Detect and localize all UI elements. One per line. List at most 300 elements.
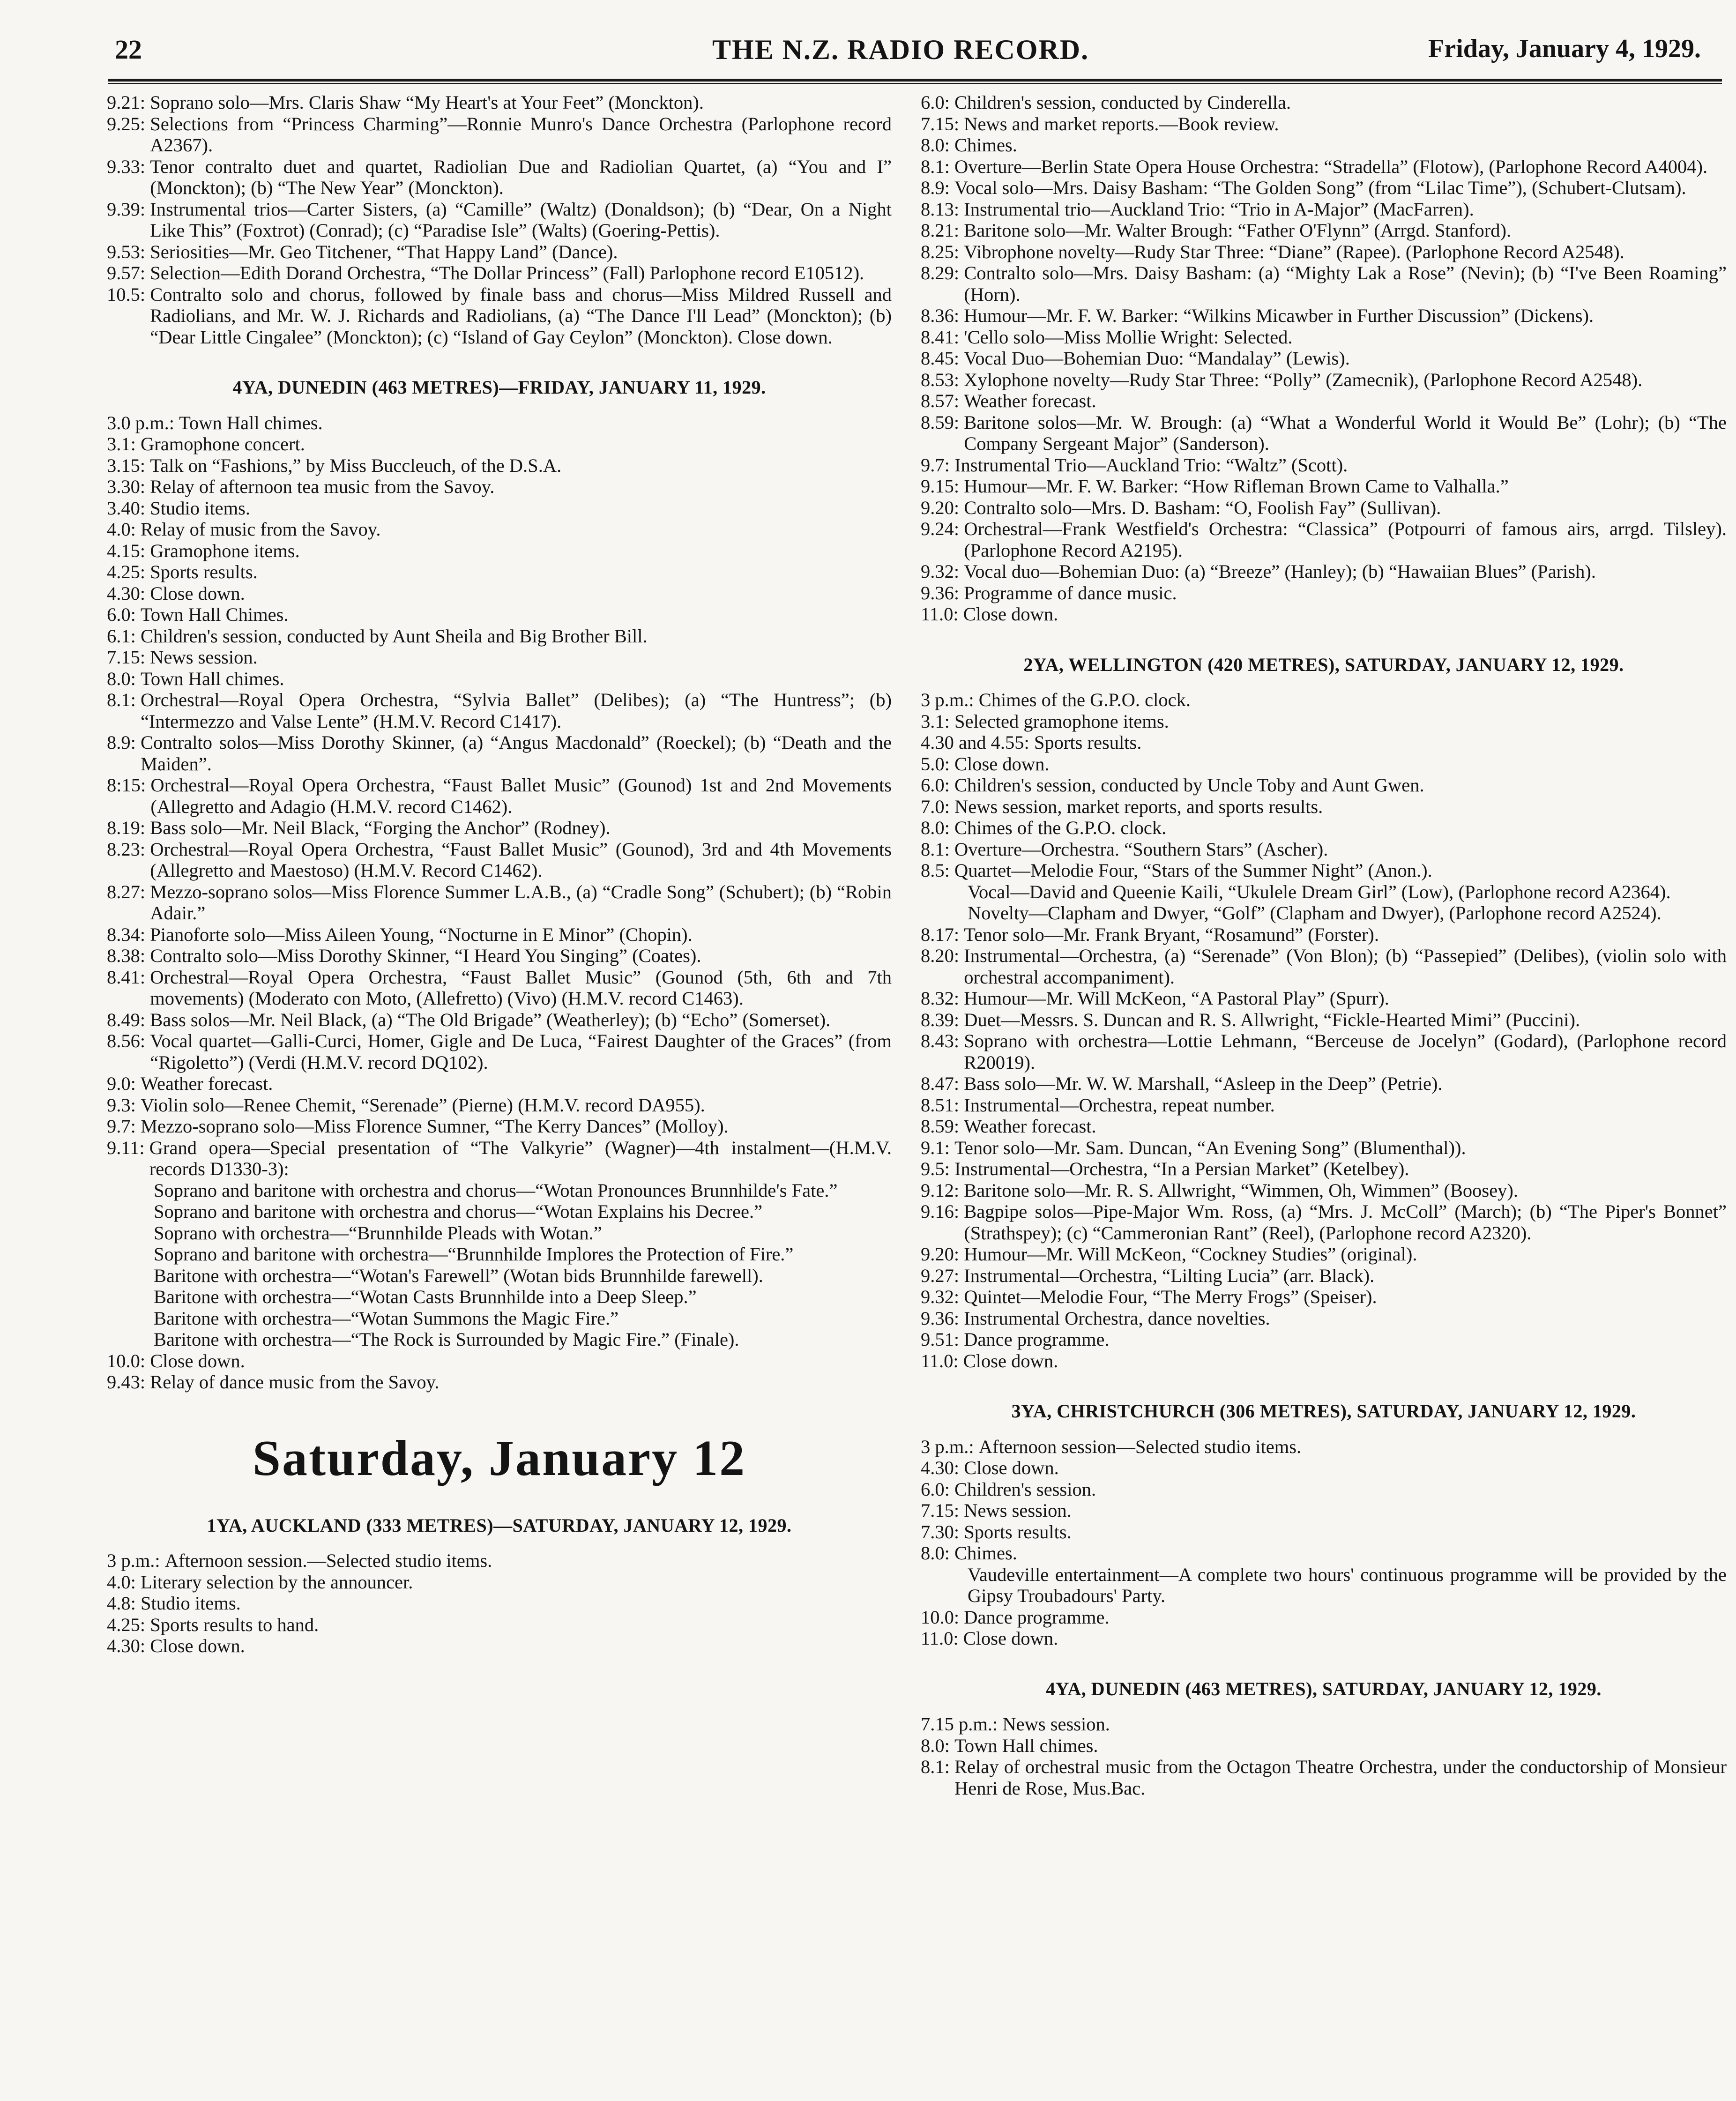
program-entry xyxy=(107,1009,892,1031)
program-entry xyxy=(107,199,892,241)
program-entry xyxy=(921,156,1727,178)
program-entry xyxy=(921,1265,1727,1287)
station-heading: 3YA, CHRISTCHURCH (306 METRES), SATURDAY, JANUARY 12, 1929. xyxy=(1011,1401,1636,1422)
entry-time: 10.5: xyxy=(107,283,150,305)
entry-time: 4.0: xyxy=(107,1571,141,1593)
entry-text: Children's session, conducted by Cinderella. xyxy=(954,92,1291,113)
entry-time: 8.49: xyxy=(107,1009,150,1030)
program-entry xyxy=(921,92,1727,113)
program-list xyxy=(107,92,892,348)
program-entry xyxy=(107,626,892,647)
header-rule-thin xyxy=(108,83,1722,84)
entry-time: 8.19: xyxy=(107,817,150,838)
program-list xyxy=(921,1714,1727,1799)
entry-text: Tenor contralto duet and quartet, Radiolian Due and Radiolian Quartet, (a) “You and I” (Monckton); (b) “The New Year” (Monckton). xyxy=(150,156,892,198)
entry-time: 4.25: xyxy=(107,561,150,582)
program-entry xyxy=(921,220,1727,241)
program-entry xyxy=(107,1116,892,1137)
entry-text: Baritone solo—Mr. R. S. Allwright, “Wimmen, Oh, Wimmen” (Boosey). xyxy=(964,1179,1519,1201)
sub-entry: Baritone with orchestra—“Wotan's Farewell” (Wotan bids Brunnhilde farewell). xyxy=(154,1265,763,1286)
day-heading: Saturday, January 12 xyxy=(252,1430,746,1486)
program-entry xyxy=(921,1201,1727,1244)
program-entry xyxy=(921,796,1727,818)
entry-time: 4.8: xyxy=(107,1593,141,1614)
entry-time: 8.57: xyxy=(921,390,964,411)
program-entry xyxy=(107,583,892,604)
page-number: 22 xyxy=(115,34,142,65)
entry-text: Violin solo—Renee Chemit, “Serenade” (Pierne) (H.M.V. record DA955). xyxy=(141,1094,705,1116)
entry-time: 8.5: xyxy=(921,860,955,881)
program-entry xyxy=(921,1457,1727,1479)
entry-time: 3 p.m.: xyxy=(921,1436,979,1457)
program-entry xyxy=(921,561,1727,582)
entry-time: 3.1: xyxy=(921,710,955,732)
entry-text: Grand opera—Special presentation of “The Valkyrie” (Wagner)—4th instalment—(H.M.V. records D1330-3): xyxy=(149,1137,892,1179)
entry-text: Humour—Mr. F. W. Barker: “How Rifleman Brown Came to Valhalla.” xyxy=(964,476,1509,497)
entry-text: Close down. xyxy=(150,1350,245,1371)
program-list xyxy=(921,689,1727,881)
program-entry xyxy=(107,1614,892,1636)
entry-time: 8.36: xyxy=(921,305,964,326)
sub-entry: Soprano and baritone with orchestra and chorus—“Wotan Explains his Decree.” xyxy=(154,1201,763,1222)
entry-text: Vocal Duo—Bohemian Duo: “Mandalay” (Lewis). xyxy=(964,348,1350,369)
entry-time: 9.16: xyxy=(921,1201,964,1222)
program-entry xyxy=(921,1286,1727,1308)
entry-text: Overture—Berlin State Opera House Orchestra: “Stradella” (Flotow), (Parlophone Record A4004). xyxy=(954,156,1708,177)
station-heading: 4YA, DUNEDIN (463 METRES), SATURDAY, JANUARY 12, 1929. xyxy=(1046,1678,1602,1699)
entry-text: Contralto solos—Miss Dorothy Skinner, (a) “Angus Macdonald” (Roeckel); (b) “Death and the Maiden”. xyxy=(141,732,892,775)
entry-text: Selected gramophone items. xyxy=(954,710,1169,732)
entry-time: 9.27: xyxy=(921,1265,964,1286)
entry-text: Close down. xyxy=(150,582,245,604)
entry-time: 8.13: xyxy=(921,198,964,220)
program-entry xyxy=(921,412,1727,454)
entry-text: Soprano solo—Mrs. Claris Shaw “My Heart's at Your Feet” (Monckton). xyxy=(150,92,704,113)
entry-time: 3.1: xyxy=(107,433,141,454)
program-entry xyxy=(921,1308,1727,1329)
entry-text: Selections from “Princess Charming”—Ronnie Munro's Dance Orchestra (Parlophone record A2367). xyxy=(150,113,892,156)
program-entry xyxy=(921,1030,1727,1073)
station-heading: 1YA, AUCKLAND (333 METRES)—SATURDAY, JANUARY 12, 1929. xyxy=(207,1514,792,1536)
entry-text: Studio items. xyxy=(141,1593,241,1614)
entry-text: Orchestral—Royal Opera Orchestra, “Sylvia Ballet” (Delibes); (a) “The Huntress”; (b) “Intermezzo and Valse Lente” (H.M.V. Record C1417). xyxy=(141,689,892,732)
program-entry xyxy=(107,540,892,562)
program-entry xyxy=(921,1714,1727,1735)
sub-item-list xyxy=(921,881,1727,924)
program-entry xyxy=(107,881,892,924)
entry-time: 7.0: xyxy=(921,796,955,817)
entry-time: 9.0: xyxy=(107,1073,141,1094)
entry-text: Close down. xyxy=(963,1628,1058,1649)
program-entry xyxy=(921,369,1727,391)
entry-text: Relay of dance music from the Savoy. xyxy=(150,1371,440,1393)
sub-entry: Soprano and baritone with orchestra—“Brunnhilde Implores the Protection of Fire.” xyxy=(154,1244,794,1265)
entry-time: 6.0: xyxy=(921,92,955,113)
entry-time: 3.30: xyxy=(107,476,150,497)
program-entry xyxy=(107,945,892,967)
entry-time: 8.27: xyxy=(107,881,150,902)
entry-time: 8.1: xyxy=(107,689,141,710)
entry-text: Instrumental—Orchestra, “In a Persian Market” (Ketelbey). xyxy=(954,1158,1409,1179)
program-entry xyxy=(107,412,892,434)
entry-text: Orchestral—Royal Opera Orchestra, “Faust Ballet Music” (Gounod), 3rd and 4th Movements (Allegretto and Maestoso) (H.M.V. Record C1462). xyxy=(150,838,892,881)
entry-time: 9.32: xyxy=(921,1286,964,1307)
entry-time: 3 p.m.: xyxy=(921,689,979,710)
entry-text: Weather forecast. xyxy=(141,1073,273,1094)
entry-time: 9.32: xyxy=(921,561,964,582)
entry-text: Instrumental Trio—Auckland Trio: “Waltz” (Scott). xyxy=(954,454,1348,476)
program-entry xyxy=(921,1350,1727,1372)
program-entry xyxy=(921,327,1727,348)
entry-text: Literary selection by the announcer. xyxy=(141,1571,413,1593)
entry-time: 8.0: xyxy=(921,134,955,156)
entry-text: Mezzo-soprano solos—Miss Florence Summer L.A.B., (a) “Cradle Song” (Schubert); (b) “Robin Adair.” xyxy=(150,881,892,924)
entry-time: 8.9: xyxy=(921,177,955,198)
program-entry xyxy=(107,604,892,626)
program-entry xyxy=(107,1593,892,1614)
entry-text: 'Cello solo—Miss Mollie Wright: Selected. xyxy=(964,326,1293,348)
program-entry xyxy=(921,1756,1727,1799)
entry-text: Humour—Mr. Will McKeon, “A Pastoral Play” (Spurr). xyxy=(964,988,1389,1009)
entry-time: 8.51: xyxy=(921,1094,964,1116)
program-list xyxy=(107,1350,892,1393)
entry-text: Vocal quartet—Galli-Curci, Homer, Gigle and De Luca, “Fairest Daughter of the Graces” (from “Rigoletto”) (Verdi (H.M.V. record DQ102). xyxy=(150,1030,892,1073)
entry-time: 8.23: xyxy=(107,838,150,860)
entry-time: 7.30: xyxy=(921,1521,964,1542)
program-entry xyxy=(921,1479,1727,1500)
program-entry xyxy=(107,1030,892,1073)
program-entry xyxy=(921,390,1727,412)
program-entry xyxy=(107,924,892,946)
entry-text: Relay of orchestral music from the Octagon Theatre Orchestra, under the conductorship of Monsieur Henri de Rose, Mus.Bac. xyxy=(954,1756,1727,1799)
entry-text: Baritone solos—Mr. W. Brough: (a) “What a Wonderful World it Would Be” (Lohr); (b) “The Company Sergeant Major” (Sanderson). xyxy=(964,411,1727,454)
entry-text: Instrumental Orchestra, dance novelties. xyxy=(964,1307,1270,1329)
right-column xyxy=(921,92,1727,1799)
program-entry xyxy=(107,1073,892,1095)
entry-text: Xylophone novelty—Rudy Star Three: “Polly” (Zamecnik), (Parlophone Record A2548). xyxy=(964,369,1643,390)
entry-time: 10.0: xyxy=(921,1606,964,1628)
entry-text: Contralto solo—Mrs. Daisy Basham: (a) “Mighty Lak a Rose” (Nevin); (b) “I've Been Roaming” (Horn). xyxy=(964,262,1727,305)
program-entry xyxy=(921,1095,1727,1116)
sub-entry: Baritone with orchestra—“The Rock is Surrounded by Magic Fire.” (Finale). xyxy=(154,1329,739,1350)
entry-time: 8.25: xyxy=(921,241,964,262)
entry-text: Chimes of the G.P.O. clock. xyxy=(954,817,1167,838)
program-entry xyxy=(921,113,1727,135)
program-entry xyxy=(107,498,892,519)
entry-time: 8.29: xyxy=(921,262,964,283)
program-entry xyxy=(921,689,1727,711)
entry-time: 6.1: xyxy=(107,625,141,647)
entry-text: Vocal duo—Bohemian Duo: (a) “Breeze” (Hanley); (b) “Hawaiian Blues” (Parish). xyxy=(964,561,1596,582)
program-entry xyxy=(107,1350,892,1372)
entry-text: Close down. xyxy=(963,603,1058,625)
entry-text: News session, market reports, and sports results. xyxy=(954,796,1323,817)
entry-time: 11.0: xyxy=(921,1350,963,1371)
program-entry xyxy=(107,433,892,455)
entry-time: 8:15: xyxy=(107,775,151,796)
entry-time: 8.21: xyxy=(921,220,964,241)
program-entry xyxy=(921,1009,1727,1031)
program-entry xyxy=(107,519,892,540)
entry-time: 9.53: xyxy=(107,241,150,262)
program-entry xyxy=(107,1635,892,1657)
entry-time: 8.34: xyxy=(107,924,150,945)
entry-time: 11.0: xyxy=(921,603,963,625)
entry-time: 9.11: xyxy=(107,1137,149,1158)
entry-text: News session. xyxy=(1002,1714,1110,1735)
entry-time: 9.5: xyxy=(921,1158,955,1179)
sub-entry: Soprano with orchestra—“Brunnhilde Pleads with Wotan.” xyxy=(154,1222,602,1244)
program-entry xyxy=(921,1158,1727,1180)
entry-time: 9.20: xyxy=(921,497,964,518)
entry-text: Chimes. xyxy=(954,1542,1017,1564)
entry-time: 4.30: xyxy=(107,582,150,604)
entry-time: 9.51: xyxy=(921,1329,964,1350)
program-entry xyxy=(921,839,1727,860)
entry-time: 8.45: xyxy=(921,348,964,369)
program-list xyxy=(921,924,1727,1372)
entry-time: 9.12: xyxy=(921,1179,964,1201)
entry-text: Tenor solo—Mr. Sam. Duncan, “An Evening Song” (Blumenthal)). xyxy=(954,1137,1466,1158)
program-entry xyxy=(921,775,1727,796)
entry-time: 9.57: xyxy=(107,262,150,283)
program-entry xyxy=(921,134,1727,156)
entry-text: Chimes of the G.P.O. clock. xyxy=(978,689,1191,710)
entry-text: Instrumental—Orchestra, repeat number. xyxy=(964,1094,1275,1116)
entry-time: 8.0: xyxy=(921,817,955,838)
entry-time: 8.59: xyxy=(921,1116,964,1137)
entry-text: Instrumental trios—Carter Sisters, (a) “Camille” (Waltz) (Donaldson); (b) “Dear, On a Night Like This” (Foxtrot) (Conrad); (c) “Paradise Isle” (Walts) (Goering-Pettis). xyxy=(150,198,892,241)
entry-time: 8.20: xyxy=(921,945,964,966)
entry-time: 8.0: xyxy=(921,1542,955,1564)
entry-time: 4.30 and 4.55: xyxy=(921,732,1034,753)
entry-text: Afternoon session.—Selected studio items. xyxy=(164,1550,492,1571)
entry-time: 8.9: xyxy=(107,732,141,753)
entry-text: Orchestral—Frank Westfield's Orchestra: “Classica” (Potpourri of famous airs, arrgd. Tilsley). (Parlophone Record A2195). xyxy=(964,518,1727,561)
program-entry xyxy=(921,711,1727,732)
entry-time: 3.0 p.m.: xyxy=(107,412,179,433)
program-entry xyxy=(921,305,1727,327)
program-entry xyxy=(921,1735,1727,1757)
entry-text: Contralto solo—Mrs. D. Basham: “O, Foolish Fay” (Sullivan). xyxy=(964,497,1441,518)
entry-time: 4.30: xyxy=(921,1457,964,1478)
header-rule xyxy=(108,79,1722,82)
program-entry xyxy=(921,177,1727,199)
entry-time: 8.43: xyxy=(921,1030,964,1051)
program-entry xyxy=(921,1542,1727,1564)
entry-text: Instrumental—Orchestra, (a) “Serenade” (Von Blon); (b) “Passepied” (Delibes), (violin solo with orchestral accompaniment). xyxy=(964,945,1727,988)
entry-text: Afternoon session—Selected studio items. xyxy=(978,1436,1302,1457)
program-entry xyxy=(921,454,1727,476)
entry-time: 8.32: xyxy=(921,988,964,1009)
sub-entry: Vaudeville entertainment—A complete two hours' continuous programme will be provided by the Gipsy Troubadours' Party. xyxy=(968,1564,1727,1606)
program-entry xyxy=(107,689,892,732)
entry-text: Close down. xyxy=(954,753,1050,775)
entry-text: Gramophone concert. xyxy=(141,433,305,454)
entry-text: Pianoforte solo—Miss Aileen Young, “Nocturne in E Minor” (Chopin). xyxy=(150,924,693,945)
program-entry xyxy=(921,348,1727,369)
page-header xyxy=(108,34,1736,76)
entry-time: 10.0: xyxy=(107,1350,150,1371)
entry-time: 9.36: xyxy=(921,1307,964,1329)
entry-time: 8.47: xyxy=(921,1073,964,1094)
entry-time: 8.1: xyxy=(921,156,955,177)
entry-text: Contralto solo and chorus, followed by finale bass and chorus—Miss Mildred Russell and Radiolians, and Mr. W. J. Richards and Radiolians, (a) “The Dance I'll Lead” (Monckton); (b) “Dear Little Cingalee” (Monckton); (c) “Island of Gay Ceylon” (Monckton). Close down. xyxy=(150,283,892,348)
entry-text: Humour—Mr. F. W. Barker: “Wilkins Micawber in Further Discussion” (Dickens). xyxy=(964,305,1594,326)
entry-time: 7.15: xyxy=(921,113,964,134)
program-entry xyxy=(921,518,1727,561)
program-list xyxy=(921,1607,1727,1649)
entry-text: Close down. xyxy=(150,1635,245,1656)
entry-text: Sports results. xyxy=(150,561,258,582)
program-entry xyxy=(107,775,892,817)
entry-time: 9.43: xyxy=(107,1371,150,1393)
program-entry xyxy=(107,1137,892,1180)
program-entry xyxy=(107,113,892,156)
entry-time: 11.0: xyxy=(921,1628,963,1649)
entry-time: 8.59: xyxy=(921,411,964,433)
program-entry xyxy=(107,262,892,284)
entry-text: Children's session. xyxy=(954,1478,1096,1500)
entry-time: 8.1: xyxy=(921,838,955,860)
sub-entry: Baritone with orchestra—“Wotan Casts Brunnhilde into a Deep Sleep.” xyxy=(154,1286,697,1307)
program-entry xyxy=(921,241,1727,263)
entry-time: 9.33: xyxy=(107,156,150,177)
entry-time: 9.1: xyxy=(921,1137,955,1158)
entry-text: Chimes. xyxy=(954,134,1017,156)
entry-text: Close down. xyxy=(963,1350,1058,1371)
entry-text: Selection—Edith Dorand Orchestra, “The Dollar Princess” (Fall) Parlophone record E10512). xyxy=(150,262,864,283)
entry-text: Dance programme. xyxy=(964,1329,1110,1350)
entry-time: 4.0: xyxy=(107,519,141,540)
entry-text: Orchestral—Royal Opera Orchestra, “Faust Ballet Music” (Gounod (5th, 6th and 7th movements) (Moderato con Moto, (Allefretto) (Vivo) (H.M.V. record C1463). xyxy=(150,966,892,1009)
entry-time: 8.41: xyxy=(921,326,964,348)
entry-text: Sports results. xyxy=(964,1521,1072,1542)
entry-time: 9.7: xyxy=(107,1116,141,1137)
entry-text: Town Hall chimes. xyxy=(179,412,323,433)
program-entry xyxy=(921,1180,1727,1201)
entry-time: 8.56: xyxy=(107,1030,150,1051)
entry-text: Sports results to hand. xyxy=(150,1614,319,1635)
program-list xyxy=(921,1436,1727,1564)
entry-text: Orchestral—Royal Opera Orchestra, “Faust Ballet Music” (Gounod) 1st and 2nd Movements (Allegretto and Adagio (H.M.V. record C1462). xyxy=(150,775,892,817)
entry-time: 9.3: xyxy=(107,1094,141,1116)
program-entry xyxy=(107,1572,892,1593)
entry-text: Bagpipe solos—Pipe-Major Wm. Ross, (a) “Mrs. J. McColl” (March); (b) “The Piper's Bonnet” (Strathspey); (c) “Cammeronian Rant” (Reel), (Parlophone record A2320). xyxy=(964,1201,1727,1244)
program-entry xyxy=(921,860,1727,881)
entry-text: Seriosities—Mr. Geo Titchener, “That Happy Land” (Dance). xyxy=(150,241,618,262)
program-entry xyxy=(107,156,892,199)
entry-time: 8.1: xyxy=(921,1756,955,1777)
entry-time: 3 p.m.: xyxy=(107,1550,165,1571)
entry-time: 6.0: xyxy=(107,604,141,625)
entry-time: 8.0: xyxy=(107,668,141,689)
program-entry xyxy=(921,1137,1727,1159)
entry-text: Town Hall Chimes. xyxy=(141,604,289,625)
program-entry xyxy=(107,1371,892,1393)
entry-time: 5.0: xyxy=(921,753,955,775)
entry-time: 3.40: xyxy=(107,497,150,519)
entry-text: Soprano with orchestra—Lottie Lehmann, “Berceuse de Jocelyn” (Godard), (Parlophone record R20019). xyxy=(964,1030,1727,1073)
entry-text: Talk on “Fashions,” by Miss Buccleuch, of the D.S.A. xyxy=(150,454,562,476)
entry-time: 3.15: xyxy=(107,454,150,476)
entry-time: 8.53: xyxy=(921,369,964,390)
program-entry xyxy=(107,647,892,668)
entry-time: 9.21: xyxy=(107,92,150,113)
entry-text: Contralto solo—Miss Dorothy Skinner, “I Heard You Singing” (Coates). xyxy=(150,945,701,966)
entry-text: Bass solo—Mr. Neil Black, “Forging the Anchor” (Rodney). xyxy=(150,817,611,838)
entry-text: Tenor solo—Mr. Frank Bryant, “Rosamund” (Forster). xyxy=(964,924,1379,945)
program-entry xyxy=(921,753,1727,775)
program-entry xyxy=(921,1073,1727,1095)
entry-text: Close down. xyxy=(964,1457,1059,1478)
program-entry xyxy=(921,199,1727,220)
program-entry xyxy=(921,1500,1727,1521)
entry-time: 4.15: xyxy=(107,540,150,561)
entry-time: 8.39: xyxy=(921,1009,964,1030)
entry-text: Town Hall chimes. xyxy=(954,1735,1098,1756)
entry-time: 4.30: xyxy=(107,1635,150,1656)
entry-time: 8.17: xyxy=(921,924,964,945)
program-entry xyxy=(107,839,892,881)
program-entry xyxy=(107,1095,892,1116)
sub-entry: Novelty—Clapham and Dwyer, “Golf” (Clapham and Dwyer), (Parlophone record A2524). xyxy=(968,902,1661,924)
program-entry xyxy=(107,1550,892,1572)
entry-text: Instrumental—Orchestra, “Lilting Lucia” (arr. Black). xyxy=(964,1265,1375,1286)
entry-text: Children's session, conducted by Aunt Sheila and Big Brother Bill. xyxy=(141,625,648,647)
entry-time: 7.15: xyxy=(921,1500,964,1521)
entry-time: 6.0: xyxy=(921,775,955,796)
entry-text: Vibrophone novelty—Rudy Star Three: “Diane” (Rapee). (Parlophone Record A2548). xyxy=(964,241,1624,262)
entry-time: 9.25: xyxy=(107,113,150,134)
program-entry xyxy=(921,1436,1727,1458)
station-heading: 2YA, WELLINGTON (420 METRES), SATURDAY, JANUARY 12, 1929. xyxy=(1023,654,1624,675)
entry-time: 9.36: xyxy=(921,582,964,603)
program-entry xyxy=(107,967,892,1009)
program-entry xyxy=(921,817,1727,839)
program-list xyxy=(107,1550,892,1657)
program-entry xyxy=(921,732,1727,753)
entry-text: Instrumental trio—Auckland Trio: “Trio in A-Major” (MacFarren). xyxy=(964,198,1474,220)
entry-text: Town Hall chimes. xyxy=(141,668,284,689)
entry-text: Relay of afternoon tea music from the Savoy. xyxy=(150,476,495,497)
program-entry xyxy=(107,476,892,498)
entry-text: News session. xyxy=(150,647,258,668)
entry-time: 8.38: xyxy=(107,945,150,966)
program-entry xyxy=(107,284,892,348)
program-entry xyxy=(921,476,1727,497)
station-heading: 4YA, DUNEDIN (463 METRES)—FRIDAY, JANUARY 11, 1929. xyxy=(232,377,766,398)
program-list xyxy=(107,412,892,1180)
entry-time: 8.41: xyxy=(107,966,150,988)
entry-time: 9.7: xyxy=(921,454,955,476)
entry-text: Gramophone items. xyxy=(150,540,300,561)
entry-text: Mezzo-soprano solo—Miss Florence Sumner, “The Kerry Dances” (Molloy). xyxy=(141,1116,729,1137)
entry-text: Vocal solo—Mrs. Daisy Basham: “The Golden Song” (from “Lilac Time”), (Schubert-Clutsam). xyxy=(954,177,1686,198)
entry-text: Bass solos—Mr. Neil Black, (a) “The Old Brigade” (Weatherley); (b) “Echo” (Somerset). xyxy=(150,1009,831,1030)
left-column xyxy=(107,92,892,1657)
publication-title: THE N.Z. RADIO RECORD. xyxy=(712,34,1089,65)
entry-time: 7.15 p.m.: xyxy=(921,1714,1003,1735)
entry-text: Humour—Mr. Will McKeon, “Cockney Studies” (original). xyxy=(964,1244,1417,1265)
entry-time: 9.20: xyxy=(921,1244,964,1265)
program-entry xyxy=(107,455,892,477)
program-entry xyxy=(921,1116,1727,1137)
program-entry xyxy=(921,582,1727,604)
entry-time: 9.15: xyxy=(921,476,964,497)
program-entry xyxy=(921,945,1727,988)
sub-entry: Vocal—David and Queenie Kaili, “Ukulele Dream Girl” (Low), (Parlophone record A2364). xyxy=(968,881,1671,902)
